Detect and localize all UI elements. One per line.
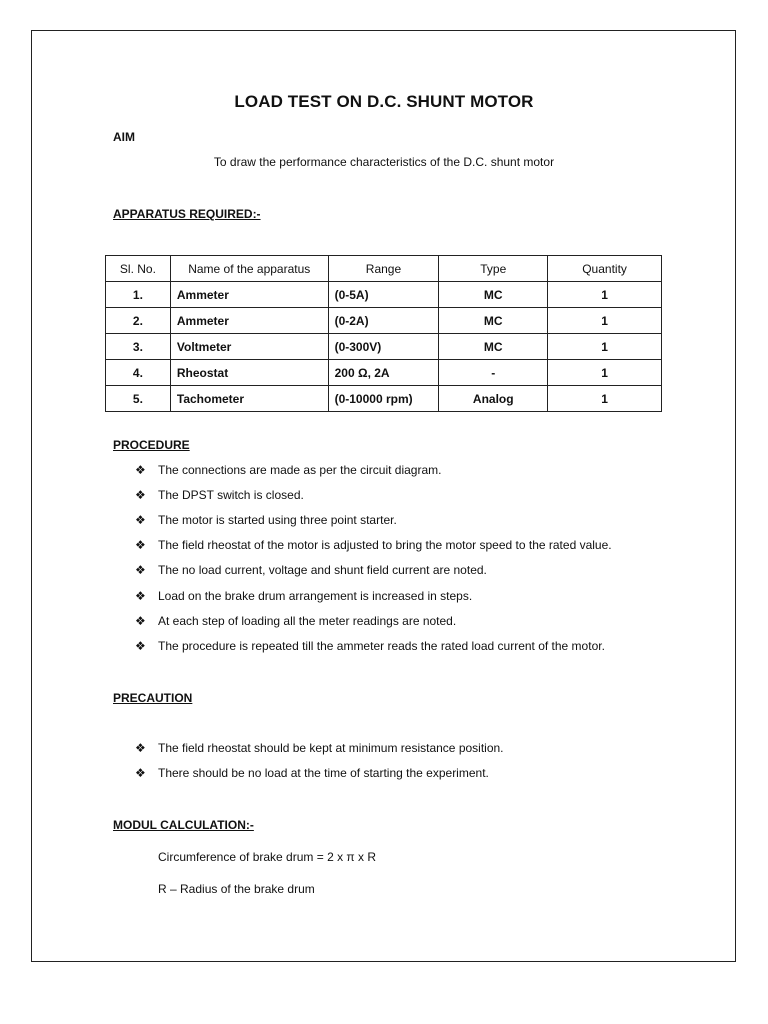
procedure-list: [135, 457, 612, 659]
procedure-step: The connections are made as per the circuit diagram.: [158, 462, 442, 477]
column-header: Sl. No.: [106, 256, 171, 282]
diamond-bullet-icon: ❖: [135, 563, 146, 578]
table-cell: 5.: [106, 386, 171, 412]
table-cell: MC: [439, 282, 548, 308]
table-cell: Analog: [439, 386, 548, 412]
list-item: [135, 760, 504, 785]
table-cell: 2.: [106, 308, 171, 334]
list-item: [135, 583, 612, 608]
diamond-bullet-icon: ❖: [135, 588, 146, 603]
table-cell: Ammeter: [170, 282, 328, 308]
precaution-list: [135, 735, 504, 785]
procedure-step: Load on the brake drum arrangement is increased in steps.: [158, 588, 473, 603]
column-header: Range: [328, 256, 439, 282]
list-item: [135, 457, 612, 482]
table-cell: 1: [548, 334, 662, 360]
diamond-bullet-icon: ❖: [135, 638, 146, 653]
diamond-bullet-icon: ❖: [135, 487, 146, 502]
procedure-step: The field rheostat of the motor is adjusted to bring the motor speed to the rated value.: [158, 538, 612, 553]
table-cell: Voltmeter: [170, 334, 328, 360]
page-title: LOAD TEST ON D.C. SHUNT MOTOR: [234, 92, 534, 111]
diamond-bullet-icon: ❖: [135, 765, 146, 780]
brake-drum-formula: Circumference of brake drum = 2 x π x R: [158, 850, 377, 864]
table-cell: Rheostat: [170, 360, 328, 386]
table-cell: (0-300V): [328, 334, 439, 360]
list-item: [135, 735, 504, 760]
column-header: Quantity: [548, 256, 662, 282]
table-row: [106, 282, 662, 308]
table-cell: MC: [439, 308, 548, 334]
procedure-step: At each step of loading all the meter readings are noted.: [158, 613, 457, 628]
table-row: [106, 386, 662, 412]
table-row: [106, 308, 662, 334]
list-item: [135, 633, 612, 658]
precaution-heading: PRECAUTION: [113, 691, 193, 705]
apparatus-heading: APPARATUS REQUIRED:-: [113, 207, 261, 221]
diamond-bullet-icon: ❖: [135, 538, 146, 553]
procedure-step: The DPST switch is closed.: [158, 487, 304, 502]
procedure-step: The no load current, voltage and shunt field current are noted.: [158, 563, 487, 578]
table-row: [106, 360, 662, 386]
list-item: [135, 533, 612, 558]
table-cell: (0-2A): [328, 308, 439, 334]
list-item: [135, 482, 612, 507]
table-cell: (0-10000 rpm): [328, 386, 439, 412]
radius-definition: R – Radius of the brake drum: [158, 882, 315, 896]
table-cell: 200 Ω, 2A: [328, 360, 439, 386]
table-cell: 1: [548, 386, 662, 412]
table-row: [106, 334, 662, 360]
list-item: [135, 507, 612, 532]
table-cell: 4.: [106, 360, 171, 386]
procedure-step: The procedure is repeated till the ammeter reads the rated load current of the motor.: [158, 638, 605, 653]
list-item: [135, 558, 612, 583]
table-cell: Ammeter: [170, 308, 328, 334]
diamond-bullet-icon: ❖: [135, 613, 146, 628]
column-header: Type: [439, 256, 548, 282]
table-cell: (0-5A): [328, 282, 439, 308]
list-item: [135, 608, 612, 633]
table-cell: 1: [548, 360, 662, 386]
aim-text: To draw the performance characteristics of the D.C. shunt motor: [213, 155, 555, 169]
table-cell: Tachometer: [170, 386, 328, 412]
table-cell: 1: [548, 282, 662, 308]
table-cell: 1: [548, 308, 662, 334]
precaution-item: There should be no load at the time of starting the experiment.: [158, 765, 489, 780]
table-cell: MC: [439, 334, 548, 360]
column-header: Name of the apparatus: [170, 256, 328, 282]
apparatus-table: [105, 255, 662, 412]
calculation-heading: MODUL CALCULATION:-: [113, 818, 254, 832]
diamond-bullet-icon: ❖: [135, 740, 146, 755]
table-cell: 3.: [106, 334, 171, 360]
table-cell: -: [439, 360, 548, 386]
diamond-bullet-icon: ❖: [135, 512, 146, 527]
table-header-row: [106, 256, 662, 282]
precaution-item: The field rheostat should be kept at minimum resistance position.: [158, 740, 504, 755]
diamond-bullet-icon: ❖: [135, 462, 146, 477]
aim-heading: AIM: [113, 130, 135, 144]
procedure-step: The motor is started using three point starter.: [158, 512, 397, 527]
procedure-heading: PROCEDURE: [113, 438, 190, 452]
table-cell: 1.: [106, 282, 171, 308]
